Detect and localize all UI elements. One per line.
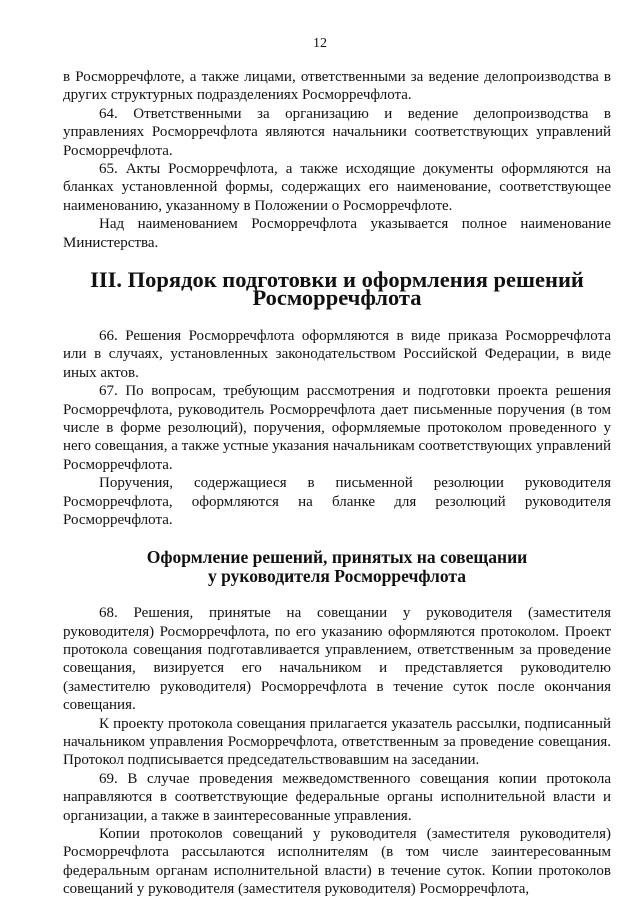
subsection-heading [63,548,611,585]
paragraph-64: 64. Ответственными за организацию и ведение делопроизводства в управлениях Росморречфлота являются начальники соответствующих управлений Росморречфлота. [63,105,611,159]
paragraph-continuation: в Росморречфлоте, а также лицами, ответственными за ведение делопроизводства в других структурных подразделениях Росморречфлота. [63,69,611,104]
paragraph-65: 65. Акты Росморречфлота, а также исходящие документы оформляются на бланках установленной формы, содержащих его наименование, соответствующее наименованию, указанному в Положении о Росморречфлоте. [63,161,611,214]
paragraph-69: 69. В случае проведения межведомственного совещания копии протокола направляются в соответствующие федеральные органы исполнительной власти и организации, а также в заинтересованные управления. [63,770,611,824]
paragraph-65-continued: Над наименованием Росморречфлота указывается полное наименование Министерства. [63,216,611,251]
subsection-heading-line-2: у руководителя Росморречфлота [208,565,466,586]
paragraph-66: 66. Решения Росморречфлота оформляются в виде приказа Росморречфлота или в случаях, установленных законодательством Российской Федерации, в виде иных актов. [63,327,611,381]
page-number: 12 [313,36,327,51]
paragraph-69-continued: Копии протоколов совещаний у руководителя (заместителя руководителя) Росморречфлота рассылаются исполнителям (в том числе заинтересованным федеральным органам исполнительной власти) в течение суток. Копии протоколов совещаний у руководителя (заместителя руководителя) Росморречфлота, [63,826,611,898]
paragraph-68-continued: К проекту протокола совещания прилагается указатель рассылки, подписанный начальником управления Росморречфлота, ответственным за проведение совещания. Протокол подписывается председательствовавшим на заседании. [63,715,611,769]
paragraph-67-continued: Поручения, содержащиеся в письменной резолюции руководителя Росморречфлота, оформляются на бланке для резолюций руководителя Росморречфлота. [63,475,611,528]
paragraph-68: 68. Решения, принятые на совещании у руководителя (заместителя руководителя) Росморречфлота, по его указанию оформляются протоколом. Проект протокола совещания подготавливается управлением, ответственным за проведение совещания, визируется его начальником и представляется руководителю (заместителю руководителя) Росморречфлота в течение суток после окончания совещания. [63,605,611,714]
section-heading: III. Порядок подготовки и оформления решений Росморречфлота [90,267,584,311]
document-body [63,68,611,899]
subsection-heading-line-1: Оформление решений, принятых на совещании [146,547,528,568]
paragraph-67: 67. По вопросам, требующим рассмотрения и подготовки проекта решения Росморречфлота, руководитель Росморречфлота дает письменные поручения (в том числе в форме резолюций), поручения, оформляемые протоколом проведенного у него совещания, а также устные указания начальникам соответствующих управлений Росморречфлота. [63,383,611,473]
